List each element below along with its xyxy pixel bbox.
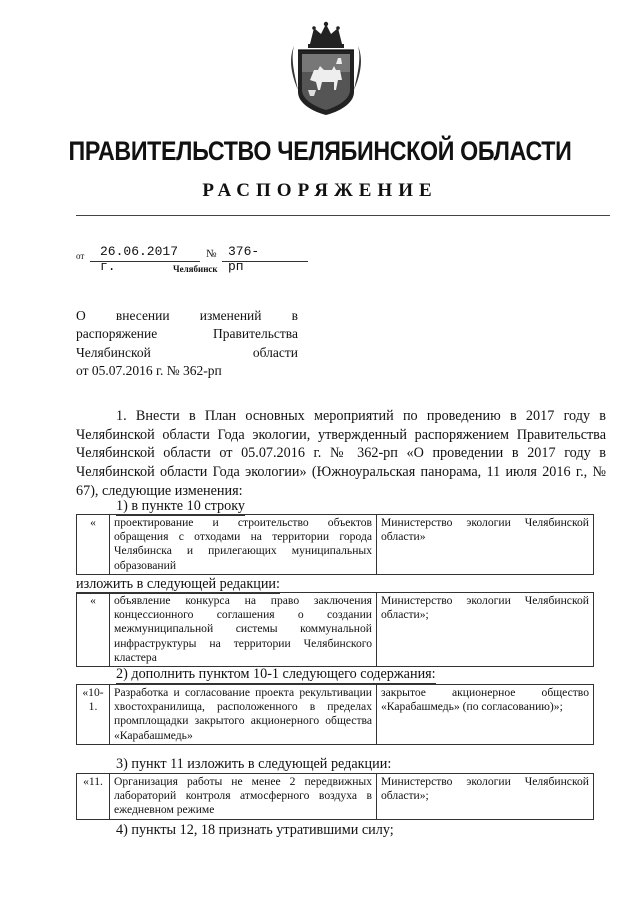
number-prefix: № [206, 248, 217, 260]
subject-line: от 05.07.2016 г. № 362-рп [76, 362, 222, 378]
table-row-10-old [76, 514, 594, 575]
subject-block [76, 307, 298, 380]
city-name: Челябинск [173, 264, 218, 274]
table-row-10-new [76, 592, 594, 667]
item-2-text: 2) дополнить пунктом 10-1 следующего содержания: [116, 666, 436, 682]
new-wording-text: изложить в следующей редакции: [76, 576, 280, 592]
paragraph-1: 1. Внести в План основных мероприятий по проведению в 2017 году в Челябинской области Года экологии, утвержденный распоряжением Правительства Челябинской области от 05.07.2016 г. № 362-рп «О проведении в 2017 году в Челябинской области Года экологии» (Южноуральская панорама, 11 июля 2016 г., № 67), следующие изменения: [76, 408, 606, 499]
item-4-text: 4) пункты 12, 18 признать утратившими силу; [116, 822, 394, 838]
row-number: «11. [77, 774, 110, 820]
row-action: Разработка и согласование проекта рекультивации хвостохранилища, расположенного в пределах промплощадки закрытого акционерного общества «Карабашмедь» [110, 685, 377, 745]
item-3-text: 3) пункт 11 изложить в следующей редакции: [116, 756, 392, 772]
document-number: 376-рп [228, 244, 260, 274]
document-type: РАСПОРЯЖЕНИЕ [202, 180, 438, 201]
item-1-text: 1) в пункте 10 строку [116, 498, 246, 514]
date-underline [90, 261, 200, 262]
date-prefix: от [76, 251, 85, 261]
subject-line: распоряжение Правительства [76, 326, 298, 342]
row-number: «10-1. [77, 685, 110, 745]
row-action: объявление конкурса на право заключения концессионного соглашения о создании межмуниципальной системы коммунальной инфраструктуры на территории Челябинского кластера [110, 593, 377, 667]
row-number: « [77, 515, 110, 575]
row-responsible: Министерство экологии Челябинской области»; [377, 774, 594, 820]
table-row-10-1 [76, 684, 594, 745]
header-divider [76, 215, 610, 216]
subject-line: О внесении изменений в [76, 308, 298, 323]
row-responsible: Министерство экологии Челябинской области» [377, 515, 594, 575]
coat-of-arms-emblem [288, 20, 364, 116]
row-action: Организация работы не менее 2 передвижных лабораторий контроля атмосферного воздуха в ежедневном режиме [110, 774, 377, 820]
number-underline [222, 261, 308, 262]
table-row-11 [76, 773, 594, 820]
row-action: проектирование и строительство объектов обращения с отходами на территории города Челябинска и прилегающих муниципальных образований [110, 515, 377, 575]
subject-line: Челябинской области [76, 344, 298, 360]
government-title: ПРАВИТЕЛЬСТВО ЧЕЛЯБИНСКОЙ ОБЛАСТИ [68, 136, 572, 166]
row-responsible: закрытое акционерное общество «Карабашмедь» (по согласованию)»; [377, 685, 594, 745]
row-number: « [77, 593, 110, 667]
row-responsible: Министерство экологии Челябинской области»; [377, 593, 594, 667]
document-date: 26.06.2017 г. [100, 244, 179, 274]
